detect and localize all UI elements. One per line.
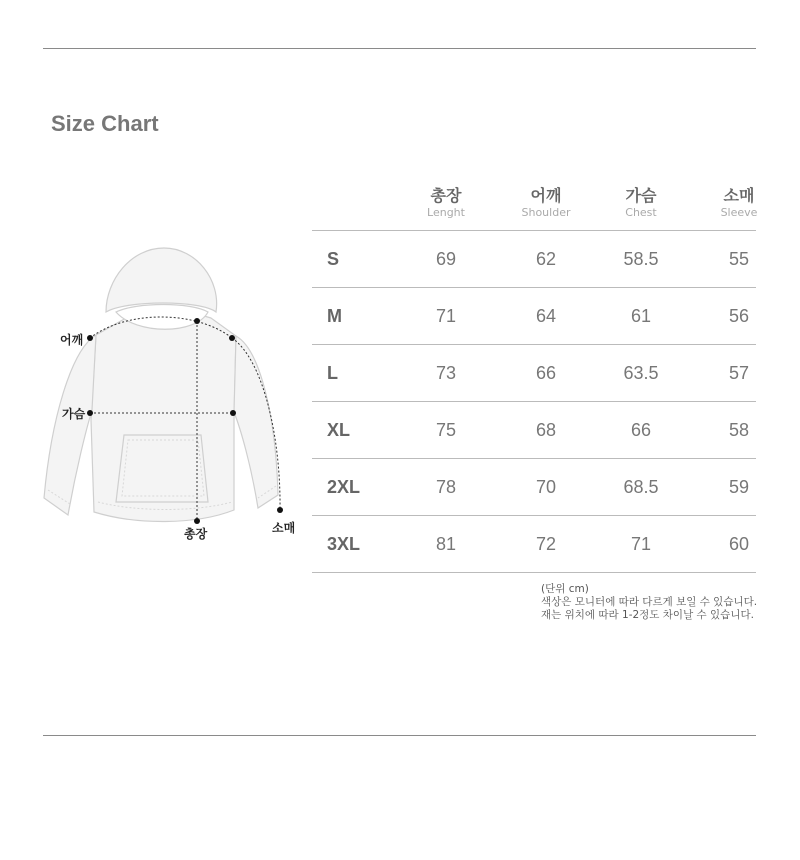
size-notes <box>541 583 757 622</box>
column-header-ko: 총장 <box>430 186 462 205</box>
length-value: 69 <box>435 249 457 269</box>
size-table <box>312 180 756 573</box>
size-label: 2XL <box>327 477 361 497</box>
table-row <box>312 345 756 402</box>
column-header-sleeve <box>694 186 784 220</box>
length-value: 78 <box>435 477 457 497</box>
column-header-en: Lenght <box>427 206 465 219</box>
size-label: L <box>327 363 338 383</box>
length-value: 81 <box>435 534 457 554</box>
column-header-ko: 가슴 <box>625 186 657 205</box>
chest-value: 61 <box>630 306 652 326</box>
length-value: 71 <box>435 306 457 326</box>
column-header-length <box>401 186 491 220</box>
column-header-shoulder <box>501 186 591 220</box>
column-header-chest <box>596 186 686 220</box>
top-divider <box>43 48 756 49</box>
length-measure-label: 총장 <box>184 527 208 541</box>
size-label: S <box>327 249 340 269</box>
chest-value: 71 <box>630 534 652 554</box>
sleeve-value: 59 <box>728 477 750 497</box>
page-title: Size Chart <box>51 111 159 136</box>
shoulder-value: 72 <box>535 534 557 554</box>
table-row <box>312 288 756 345</box>
unit-note: (단위 cm) <box>541 583 589 595</box>
table-row <box>312 459 756 516</box>
color-note: 색상은 모니터에 따라 다르게 보일 수 있습니다. <box>541 596 758 608</box>
shoulder-value: 64 <box>535 306 557 326</box>
size-table-header <box>312 180 756 231</box>
length-value: 75 <box>435 420 457 440</box>
length-value: 73 <box>435 363 457 383</box>
hoodie-diagram <box>36 240 306 550</box>
sleeve-value: 56 <box>728 306 750 326</box>
sleeve-measure-label: 소매 <box>272 521 296 535</box>
table-row <box>312 402 756 459</box>
column-header-en: Sleeve <box>720 206 758 219</box>
size-label: M <box>327 306 342 326</box>
chest-value: 68.5 <box>623 477 659 497</box>
size-label: XL <box>327 420 351 440</box>
chest-value: 58.5 <box>623 249 659 269</box>
column-header-en: Chest <box>625 206 657 219</box>
sleeve-value: 57 <box>728 363 750 383</box>
table-row <box>312 516 756 573</box>
sleeve-value: 60 <box>728 534 750 554</box>
shoulder-value: 70 <box>535 477 557 497</box>
sleeve-value: 55 <box>728 249 750 269</box>
shoulder-value: 62 <box>535 249 557 269</box>
shoulder-measure-label: 어깨 <box>60 333 84 347</box>
chest-value: 66 <box>630 420 652 440</box>
size-label: 3XL <box>327 534 361 554</box>
bottom-divider <box>43 735 756 736</box>
table-row <box>312 231 756 288</box>
column-header-en: Shoulder <box>521 206 571 219</box>
column-header-ko: 어깨 <box>530 186 562 205</box>
chest-value: 63.5 <box>623 363 659 383</box>
hoodie-illustration <box>36 240 306 550</box>
measurement-note: 재는 위치에 따라 1-2정도 차이날 수 있습니다. <box>541 609 754 621</box>
sleeve-value: 58 <box>728 420 750 440</box>
shoulder-value: 68 <box>535 420 557 440</box>
chest-measure-label: 가슴 <box>62 407 86 421</box>
shoulder-value: 66 <box>535 363 557 383</box>
column-header-ko: 소매 <box>723 186 755 205</box>
